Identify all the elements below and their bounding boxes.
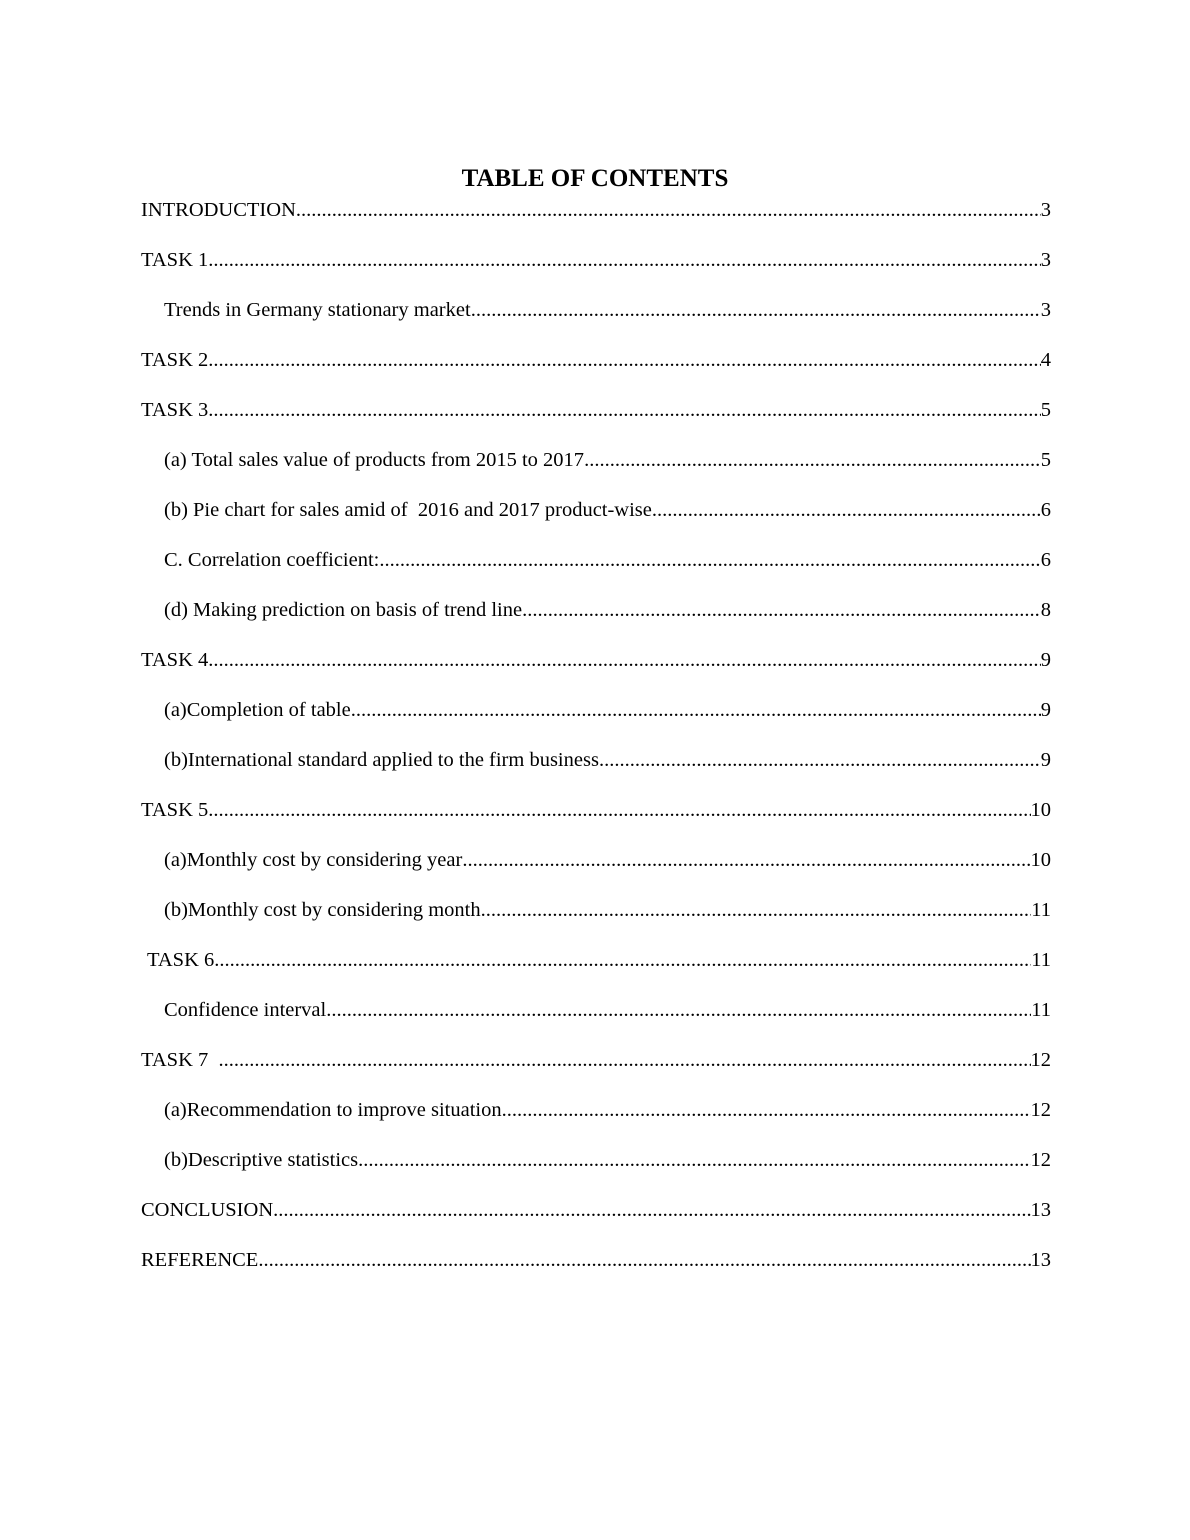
toc-entry-label: Trends in Germany stationary market bbox=[164, 299, 471, 321]
toc-entry-introduction[interactable] bbox=[141, 195, 1051, 245]
toc-entry-page: 8 bbox=[1040, 599, 1051, 621]
toc-entry-page: 13 bbox=[1030, 1199, 1051, 1221]
toc-entry-trends-germany[interactable] bbox=[141, 295, 1051, 345]
toc-entry-task-2[interactable] bbox=[141, 345, 1051, 395]
toc-entry-conclusion[interactable] bbox=[141, 1195, 1051, 1245]
toc-entry-page: 9 bbox=[1040, 699, 1051, 721]
toc-entry-label: (a) Total sales value of products from 2015 to 2017 bbox=[164, 449, 585, 471]
toc-entry-monthly-cost-year[interactable] bbox=[141, 845, 1051, 895]
toc-entry-label: REFERENCE bbox=[141, 1249, 259, 1271]
toc-dot-leader bbox=[462, 845, 1030, 875]
toc-entry-confidence-interval[interactable] bbox=[141, 995, 1051, 1045]
toc-entry-label: (b)Monthly cost by considering month bbox=[164, 899, 481, 921]
toc-entry-label: (b)Descriptive statistics bbox=[164, 1149, 359, 1171]
toc-dot-leader bbox=[599, 745, 1041, 775]
toc-entry-total-sales[interactable] bbox=[141, 445, 1051, 495]
toc-entry-task-1[interactable] bbox=[141, 245, 1051, 295]
toc-list bbox=[141, 195, 1051, 1295]
toc-entry-page: 13 bbox=[1030, 1249, 1051, 1271]
toc-entry-page: 3 bbox=[1040, 199, 1051, 221]
toc-entry-label: (b) Pie chart for sales amid of 2016 and 2017 product-wise bbox=[164, 499, 652, 521]
toc-entry-page: 12 bbox=[1030, 1099, 1051, 1121]
toc-entry-page: 4 bbox=[1040, 349, 1051, 371]
toc-entry-page: 12 bbox=[1030, 1149, 1051, 1171]
toc-entry-recommendation[interactable] bbox=[141, 1095, 1051, 1145]
toc-dot-leader bbox=[379, 545, 1040, 575]
toc-dot-leader bbox=[358, 1145, 1030, 1175]
toc-dot-leader bbox=[502, 1095, 1031, 1125]
toc-entry-label: (a)Monthly cost by considering year bbox=[164, 849, 463, 871]
toc-entry-page: 5 bbox=[1040, 399, 1051, 421]
toc-entry-international-standard[interactable] bbox=[141, 745, 1051, 795]
toc-entry-page: 10 bbox=[1030, 849, 1051, 871]
toc-entry-task-4[interactable] bbox=[141, 645, 1051, 695]
toc-entry-page: 6 bbox=[1040, 549, 1051, 571]
toc-entry-page: 6 bbox=[1040, 499, 1051, 521]
toc-entry-label: TASK 3 bbox=[141, 399, 209, 421]
toc-entry-label: TASK 7 bbox=[141, 1049, 219, 1071]
toc-entry-label: INTRODUCTION bbox=[141, 199, 296, 221]
toc-dot-leader bbox=[296, 195, 1041, 225]
toc-entry-pie-chart[interactable] bbox=[141, 495, 1051, 545]
toc-entry-label: (b)International standard applied to the firm business bbox=[164, 749, 599, 771]
toc-entry-label: C. Correlation coefficient: bbox=[164, 549, 380, 571]
toc-dot-leader bbox=[208, 345, 1040, 375]
toc-entry-page: 10 bbox=[1030, 799, 1051, 821]
toc-title: TABLE OF CONTENTS bbox=[461, 165, 729, 192]
toc-entry-label: TASK 2 bbox=[141, 349, 209, 371]
toc-dot-leader bbox=[208, 795, 1030, 825]
toc-entry-descriptive-statistics[interactable] bbox=[141, 1145, 1051, 1195]
toc-entry-reference[interactable] bbox=[141, 1245, 1051, 1295]
toc-entry-task-5[interactable] bbox=[141, 795, 1051, 845]
toc-dot-leader bbox=[326, 995, 1031, 1025]
toc-entry-page: 11 bbox=[1031, 999, 1051, 1021]
toc-entry-task-3[interactable] bbox=[141, 395, 1051, 445]
toc-entry-label: (d) Making prediction on basis of trend line bbox=[164, 599, 523, 621]
toc-entry-task-6[interactable] bbox=[141, 945, 1051, 995]
toc-dot-leader bbox=[273, 1195, 1030, 1225]
toc-entry-label: TASK 5 bbox=[141, 799, 209, 821]
toc-dot-leader bbox=[214, 945, 1031, 975]
toc-dot-leader bbox=[522, 595, 1041, 625]
toc-dot-leader bbox=[258, 1245, 1030, 1275]
toc-entry-label: Confidence interval bbox=[164, 999, 327, 1021]
toc-entry-page: 3 bbox=[1040, 299, 1051, 321]
toc-entry-page: 9 bbox=[1040, 749, 1051, 771]
toc-entry-page: 12 bbox=[1030, 1049, 1051, 1071]
toc-entry-label: TASK 6 bbox=[147, 949, 215, 971]
toc-entry-page: 3 bbox=[1040, 249, 1051, 271]
toc-entry-completion-table[interactable] bbox=[141, 695, 1051, 745]
toc-entry-label: (a)Recommendation to improve situation bbox=[164, 1099, 502, 1121]
toc-entry-page: 11 bbox=[1031, 899, 1051, 921]
toc-dot-leader bbox=[351, 695, 1041, 725]
toc-entry-correlation[interactable] bbox=[141, 545, 1051, 595]
toc-entry-label: TASK 4 bbox=[141, 649, 209, 671]
toc-dot-leader bbox=[584, 445, 1041, 475]
toc-entry-label: (a)Completion of table bbox=[164, 699, 351, 721]
toc-entry-page: 5 bbox=[1040, 449, 1051, 471]
toc-entry-prediction[interactable] bbox=[141, 595, 1051, 645]
toc-entry-task-7[interactable] bbox=[141, 1045, 1051, 1095]
toc-dot-leader bbox=[481, 895, 1032, 925]
toc-dot-leader bbox=[208, 645, 1040, 675]
toc-dot-leader bbox=[219, 1045, 1031, 1075]
toc-dot-leader bbox=[471, 295, 1041, 325]
toc-entry-label: CONCLUSION bbox=[141, 1199, 274, 1221]
toc-entry-page: 11 bbox=[1031, 949, 1051, 971]
toc-entry-monthly-cost-month[interactable] bbox=[141, 895, 1051, 945]
toc-dot-leader bbox=[208, 395, 1040, 425]
toc-entry-page: 9 bbox=[1040, 649, 1051, 671]
toc-dot-leader bbox=[208, 245, 1040, 275]
toc-entry-label: TASK 1 bbox=[141, 249, 209, 271]
toc-dot-leader bbox=[652, 495, 1041, 525]
